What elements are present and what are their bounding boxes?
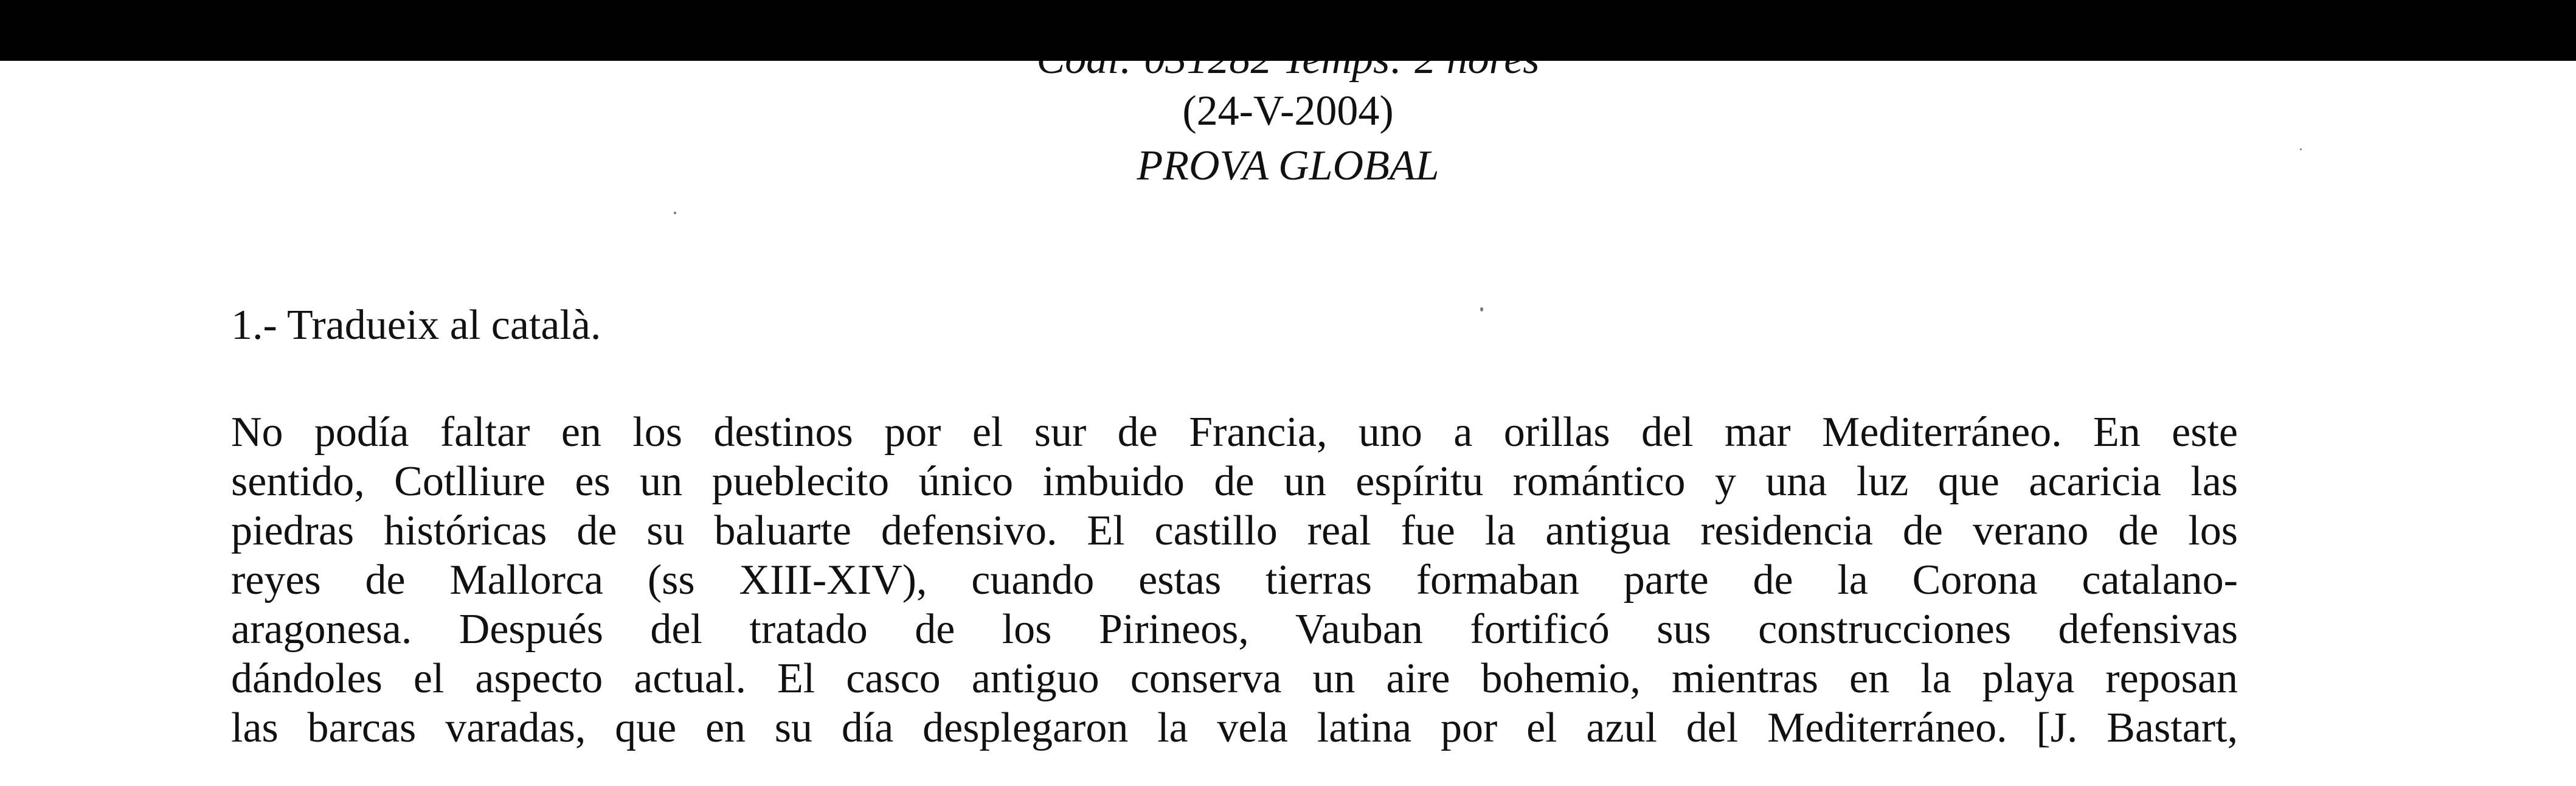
- text-line: dándoles el aspecto actual. El casco antiguo conserva un aire bohemio, mientras en la playa reposan: [231, 655, 2238, 702]
- exam-title: PROVA GLOBAL: [1137, 142, 1439, 189]
- text-line: piedras históricas de su baluarte defensivo. El castillo real fue la antigua residencia de verano de los: [231, 507, 2238, 554]
- scan-speck: [2300, 148, 2302, 150]
- text-line: las barcas varadas, que en su día desplegaron la vela latina por el azul del Mediterráneo. [J. Bastart,: [231, 704, 2238, 751]
- text-line: aragonesa. Después del tratado de los Pirineos, Vauban fortificó sus construcciones defensivas: [231, 606, 2238, 653]
- exam-date: (24-V-2004): [1182, 88, 1394, 134]
- exercise-text: [231, 408, 2238, 753]
- scan-speck: [674, 212, 676, 214]
- scan-speck: [1480, 307, 1483, 311]
- text-line: reyes de Mallorca (ss XIII-XIV), cuando estas tierras formaban parte de la Corona catalano-: [231, 557, 2238, 603]
- text-line: sentido, Cotlliure es un pueblecito único imbuido de un espíritu romántico y una luz que acaricia las: [231, 458, 2238, 505]
- exercise-instruction: 1.- Tradueix al català.: [231, 302, 601, 349]
- text-line: No podía faltar en los destinos por el sur de Francia, uno a orillas del mar Mediterráneo. En este: [231, 409, 2238, 456]
- black-top-band: [0, 0, 2576, 61]
